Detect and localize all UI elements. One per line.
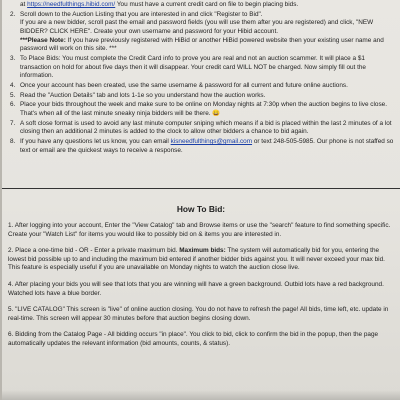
item-text: To Place Bids: You must complete the Credit Card info to prove you are real and not an auction scammer. It will place a $1 transaction on hold for about five days then it will disappear. Your credit card WILL NOT be charged. Now simply fill out the information. (20, 54, 366, 80)
item-text: If you are a new bidder, scroll past the email and password fields (you will use them after you are registered) and click, "NEW BIDDER? CLICK HERE". Create your own username and password for your Hibid account. (20, 19, 374, 35)
howto-step: 6. Bidding from the Catalog Page - All bidding occurs "in place". You click to bid, click to confirm the bid in the popup, then the page automatically updates the relevant information (bid amounts, counts, & status). (8, 331, 379, 347)
list-item (10, 11, 396, 54)
item-number: 7. (10, 119, 16, 127)
list-item (10, 138, 396, 155)
item-number: 6. (10, 101, 16, 109)
list-item (10, 55, 396, 81)
howto-step (8, 247, 396, 273)
item-number: 2. (10, 10, 16, 18)
instructions-list (10, 1, 396, 157)
list-item (10, 101, 396, 118)
howto-step: 5. "LIVE CATALOG" This screen is "live" of online auction closing. You do not have to refresh the page! All bids, time left, etc. update in real-time. This screen will appear 30 minutes before that auction begins closing down. (8, 306, 389, 322)
item-number: 3. (10, 54, 16, 62)
howto-heading: How To Bid: (176, 204, 226, 214)
item-text: If you have any questions let us know, you can email (20, 138, 171, 146)
howto-steps (8, 222, 396, 357)
howto-step: 4. After placing your bids you will see that lots that you are winning will have a green background. Outbid lots have a red background. Watched lots have a blue border. (8, 280, 384, 297)
list-item (10, 1, 396, 10)
item-number: 4. (10, 81, 16, 89)
email-link[interactable]: kisneedfulthings@gmail.com (170, 138, 253, 146)
item-text: Read the "Auction Details" tab and lots 1-1e so you understand how the auction works. (20, 91, 266, 99)
step-text: The system will automatically bid for you, entering the lowest bid possible up to and including the maximum bid entered if another bidder bids against you. It will never exceed your max bid. This feature is especially useful if you are unavailable on Monday nights to watch the auction close live. (8, 247, 385, 272)
note-label: ***Please Note: (20, 36, 66, 44)
list-item (10, 82, 396, 91)
hibid-link[interactable]: https://needfulthings.hibid.com/ (27, 1, 116, 8)
section-divider (2, 188, 400, 189)
howto-step: 1. After logging into your account, Enter the "View Catalog" tab and Browse items or use the "search" feature to find something specific. Create your "Watch List" for items you would like to possibly bid on & items you are interested in. (8, 222, 391, 238)
step-text: 2. Place a one-time bid - OR - Enter a private maximum bid. (8, 247, 180, 255)
step-bold: Maximum bids: (179, 247, 226, 255)
item-text: or text 248-505-5985. Our phone is not staffed so text or email are the quickest ways to receive a response. (20, 138, 394, 154)
document-page (2, 0, 400, 400)
item-text: Scroll down to the Auction Listing that you are interested in and click "Register to Bid". (20, 10, 263, 18)
item-number: 5. (10, 91, 16, 99)
page-shadow (2, 390, 400, 400)
item-number: 8. (10, 138, 16, 146)
list-item (10, 92, 396, 101)
item-text: Once your account has been created, use the same username & password for all current and future online auctions. (20, 81, 348, 89)
item-note (20, 37, 396, 54)
item-text: A soft close format is used to avoid any last minute computer sniping which means if a bid is placed within the last 2 minutes of a lot closing then an additional 2 minutes is added to the clock to allow other bidders a chance to bid again. (20, 119, 392, 136)
item-text: Place your bids throughout the week and make sure to be online on Monday nights at 7:30p when the auction begins to live close. That's when all of the last minute sneaky ninja bidders will be there. 😀 (20, 101, 387, 118)
list-item (10, 120, 396, 137)
item-text: at (20, 1, 28, 8)
note-text: If you have previously registered with HiBid or another HiBid powered website then your existing user name and password will work on this site. *** (20, 36, 384, 53)
item-text: You must have a current credit card on file to begin placing bids. (115, 1, 299, 8)
